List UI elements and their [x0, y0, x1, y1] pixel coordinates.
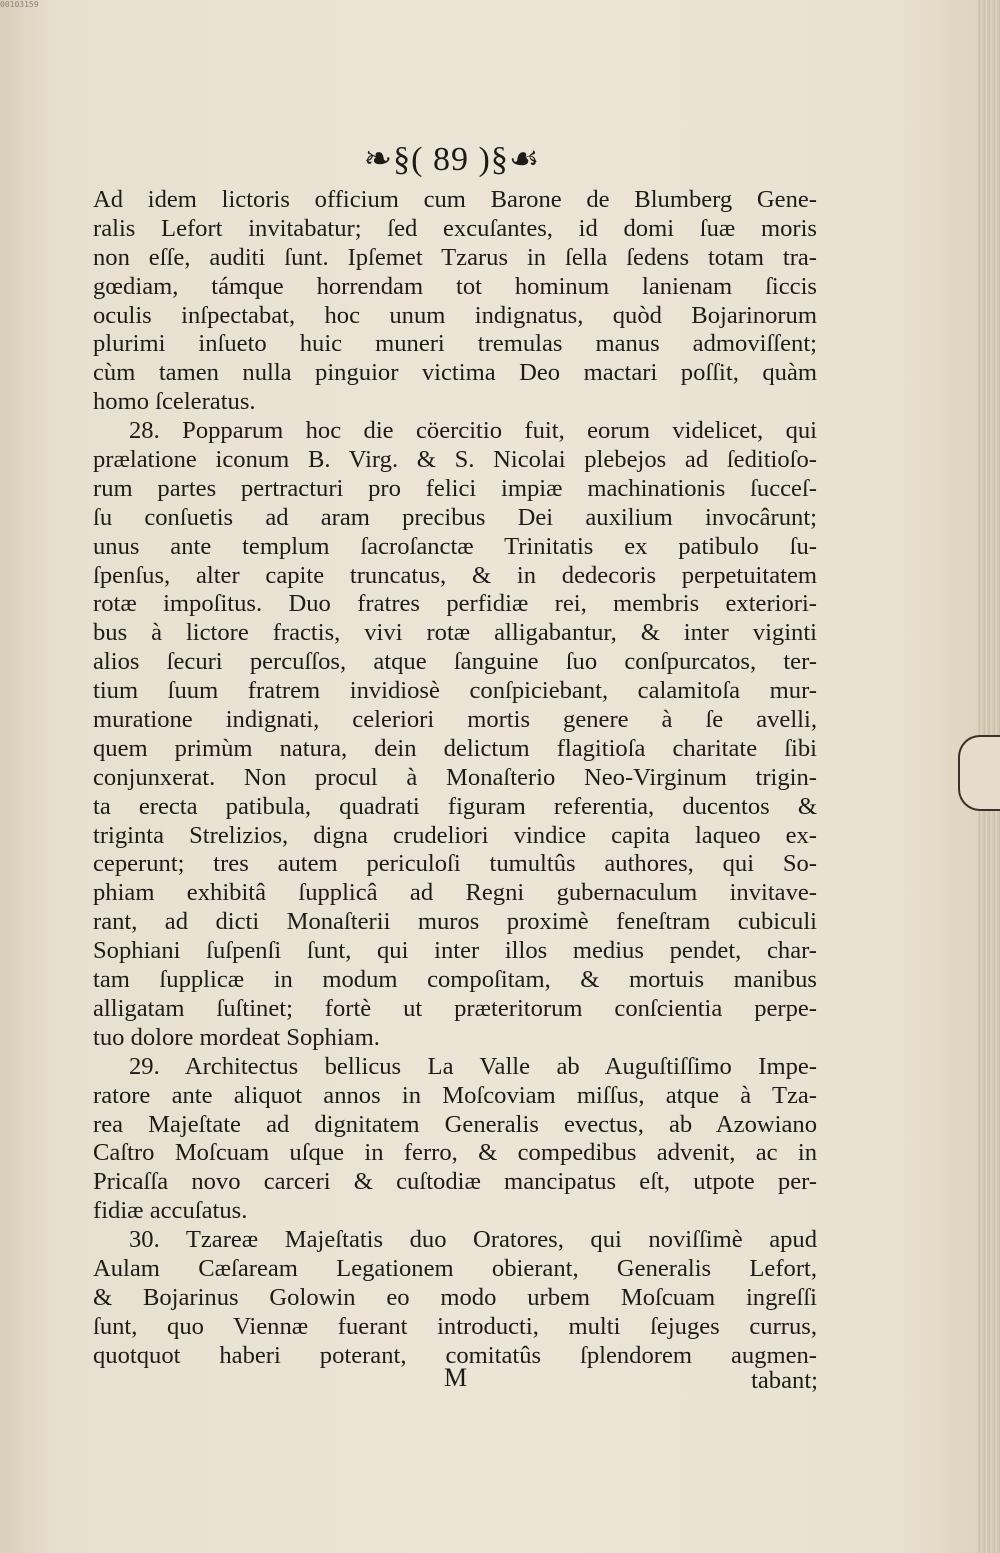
text-line: Caſtro Moſcuam uſque in ferro, & compedibus advenit, ac in	[93, 1139, 817, 1167]
catchword: tabant;	[751, 1367, 818, 1394]
page-number: ( 89 )	[411, 141, 491, 178]
text-line: ceperunt; tres autem periculoſi tumultûs authores, qui So-	[93, 850, 817, 878]
text-line: fidiæ accuſatus.	[93, 1197, 248, 1225]
body-text	[93, 186, 817, 1371]
page-header	[352, 138, 552, 182]
text-line: plurimi inſueto huic muneri tremulas manus admoviſſent;	[93, 330, 817, 358]
text-line: Aulam Cæſaream Legationem obierant, Generalis Lefort,	[93, 1254, 817, 1282]
text-line: ralis Lefort invitabatur; ſed excuſantes, id domi ſuæ moris	[93, 214, 817, 242]
text-line: conjunxerat. Non procul à Monaſterio Neo-Virginum trigin-	[93, 763, 817, 791]
text-line: ſu conſuetis ad aram precibus Dei auxilium invocârunt;	[93, 503, 817, 531]
text-line: bus à lictore fractis, vivi rotæ alligabantur, & inter viginti	[93, 619, 817, 647]
text-line: 28. Popparum hoc die cöercitio fuit, eorum videlicet, qui	[129, 417, 817, 445]
text-line: cùm tamen nulla pinguior victima Deo mactari poſſit, quàm	[93, 359, 817, 387]
text-line: muratione indignati, celeriori mortis genere à ſe avelli,	[93, 706, 817, 734]
text-line: oculis inſpectabat, hoc unum indignatus, quòd Bojarinorum	[93, 301, 817, 329]
text-line: Pricaſſa novo carceri & cuſtodiæ mancipatus eſt, utpote per-	[93, 1168, 817, 1196]
text-line: prælatione iconum B. Virg. & S. Nicolai plebejos ad ſeditioſo-	[93, 446, 817, 474]
text-line: alligatam ſuſtinet; fortè ut præteritorum conſcientia perpe-	[93, 994, 817, 1022]
text-line: unus ante templum ſacroſanctæ Trinitatis ex patibulo ſu-	[93, 532, 817, 560]
text-line: rotæ impoſitus. Duo fratres perfidiæ rei, membris exteriori-	[93, 590, 817, 618]
scan-label: 00103159	[0, 0, 39, 9]
page-tab-clip	[958, 735, 1000, 811]
text-line: ratore ante aliquot annos in Moſcoviam miſſus, atque à Tza-	[93, 1081, 817, 1109]
text-line: phiam exhibitâ ſupplicâ ad Regni gubernaculum invitave-	[93, 879, 817, 907]
text-line: gœdiam, támque horrendam tot hominum lanienam ſiccis	[93, 272, 817, 300]
signature-mark: M	[444, 1363, 468, 1392]
text-line: ta erecta patibula, quadrati figuram referentia, ducentos &	[93, 792, 817, 820]
text-line: quem primùm natura, dein delictum flagitioſa charitate ſibi	[93, 734, 817, 762]
text-line: rant, ad dicti Monaſterii muros proximè feneſtram cubiculi	[93, 908, 817, 936]
text-line: quotquot haberi poterant, comitatûs ſplendorem augmen-	[93, 1341, 817, 1369]
text-line: rea Majeſtate ad dignitatem Generalis evectus, ab Azowiano	[93, 1110, 817, 1138]
text-line: non eſſe, auditi ſunt. Ipſemet Tzarus in ſella ſedens totam tra-	[93, 243, 817, 271]
text-line: rum partes pertracturi pro felici impiæ machinationis ſucceſ-	[93, 474, 817, 502]
text-line: tuo dolore mordeat Sophiam.	[93, 1023, 380, 1051]
text-line: tium ſuum fratrem invidiosè conſpiciebant, calamitoſa mur-	[93, 677, 817, 705]
text-line: Sophiani ſuſpenſi ſunt, qui inter illos medius pendet, char-	[93, 937, 817, 965]
text-line: alios ſecuri percuſſos, atque ſanguine ſuo conſpurcatos, ter-	[93, 648, 817, 676]
header-ornament-right: §☙	[490, 141, 541, 178]
text-line: 29. Architectus bellicus La Valle ab Auguſtiſſimo Impe-	[129, 1052, 817, 1080]
text-line: homo ſceleratus.	[93, 388, 256, 416]
text-line: ſpenſus, alter capite truncatus, & in dedecoris perpetuitatem	[93, 561, 817, 589]
text-line: ſunt, quo Viennæ fuerant introducti, multi ſejuges currus,	[93, 1312, 817, 1340]
text-line: tam ſupplicæ in modum compoſitam, & mortuis manibus	[93, 966, 817, 994]
text-line: 30. Tzareæ Majeſtatis duo Oratores, qui noviſſimè apud	[129, 1226, 817, 1254]
text-line: & Bojarinus Golowin eo modo urbem Moſcuam ingreſſi	[93, 1283, 817, 1311]
text-line: Ad idem lictoris officium cum Barone de Blumberg Gene-	[93, 186, 817, 213]
header-ornament-left: ❧§	[363, 141, 412, 178]
text-line: triginta Strelizios, digna crudeliori vindice capita laqueo ex-	[93, 821, 817, 849]
